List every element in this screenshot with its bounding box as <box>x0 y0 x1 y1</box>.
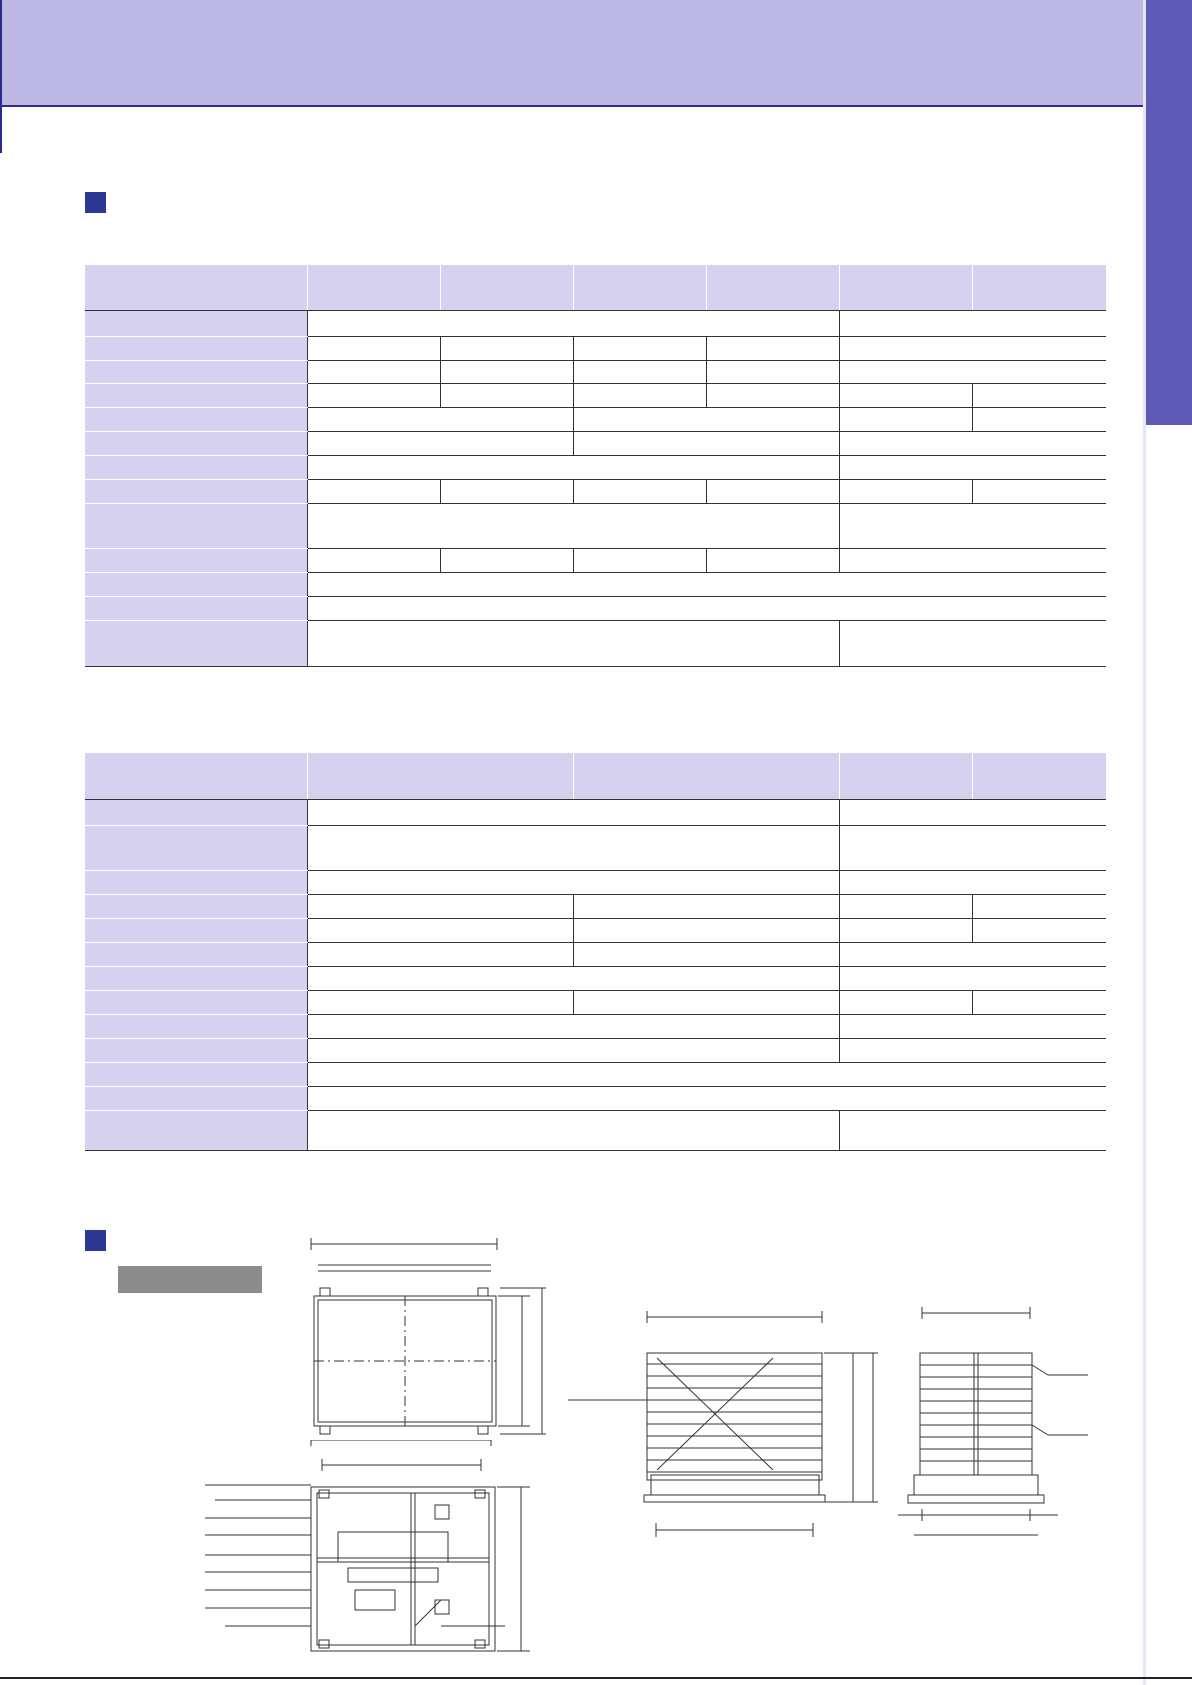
spec-table-1 <box>85 265 1106 667</box>
table-row <box>85 336 1106 360</box>
table-row <box>85 265 1106 310</box>
table-header-cell <box>85 265 307 310</box>
table-row <box>85 894 1106 918</box>
side-tab[interactable] <box>1146 0 1192 425</box>
table-row <box>85 1062 1106 1086</box>
spec-table-2 <box>85 753 1106 1151</box>
table-row <box>85 942 1106 966</box>
table-header-cell <box>573 265 706 310</box>
table-row <box>85 431 1106 455</box>
table-header-cell <box>972 753 1106 799</box>
table-row <box>85 1038 1106 1062</box>
table-header-cell <box>573 753 839 799</box>
table-header-cell <box>307 753 573 799</box>
table-row <box>85 990 1106 1014</box>
table-header-cell <box>307 265 440 310</box>
table-row <box>85 870 1106 894</box>
table-header-cell <box>85 753 307 799</box>
footer-rule <box>0 1677 1192 1679</box>
table-row <box>85 918 1106 942</box>
drawing-view-tab[interactable] <box>118 1266 262 1293</box>
table-header-cell <box>839 753 972 799</box>
table-row <box>85 1014 1106 1038</box>
side-view-drawing <box>898 1305 1088 1545</box>
top-view-drawing <box>290 1238 570 1453</box>
table-row <box>85 799 1106 825</box>
table-row <box>85 360 1106 383</box>
table-row <box>85 966 1106 990</box>
table-row <box>85 753 1106 799</box>
table-row <box>85 548 1106 572</box>
table-row <box>85 407 1106 431</box>
table-row <box>85 383 1106 407</box>
table-row <box>85 825 1106 870</box>
table-row <box>85 455 1106 479</box>
front-view-drawing <box>568 1310 898 1545</box>
table-header-cell <box>440 265 573 310</box>
header-tick <box>0 107 2 153</box>
section-2-marker <box>85 1230 106 1251</box>
table-header-cell <box>706 265 839 310</box>
table-row <box>85 310 1106 336</box>
table-row <box>85 503 1106 548</box>
table-row <box>85 596 1106 620</box>
header-band <box>0 0 1143 107</box>
table-row <box>85 479 1106 503</box>
table-row <box>85 572 1106 596</box>
base-view-drawing <box>205 1440 545 1655</box>
table-row <box>85 1086 1106 1110</box>
table-row <box>85 1110 1106 1150</box>
section-1-marker <box>85 192 106 213</box>
table-header-cell <box>839 265 972 310</box>
table-header-cell <box>972 265 1106 310</box>
table-row <box>85 620 1106 666</box>
